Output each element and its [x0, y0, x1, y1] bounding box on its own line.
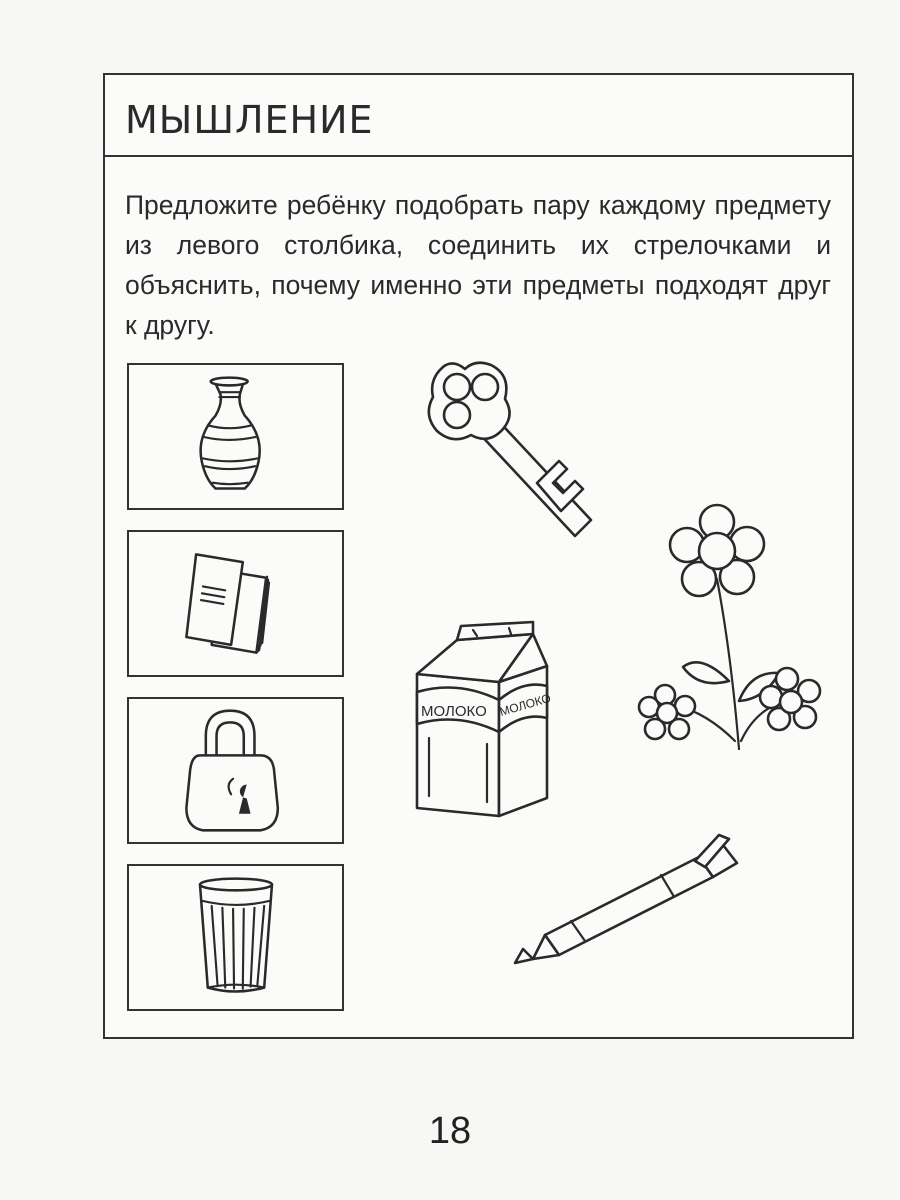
milk-carton-icon — [413, 620, 553, 820]
key-image[interactable] — [423, 357, 605, 563]
worksheet-frame — [103, 73, 854, 1039]
milk-carton-image[interactable] — [413, 620, 553, 820]
carton-side-label: МОЛОКО — [497, 690, 553, 719]
vase-icon — [129, 365, 342, 508]
card-glass[interactable] — [127, 864, 344, 1011]
padlock-icon — [129, 699, 342, 842]
title-bar — [105, 75, 852, 157]
section-title: МЫШЛЕНИЕ — [125, 98, 374, 142]
pen-image[interactable] — [509, 817, 741, 967]
carton-front-label: МОЛОКО — [421, 703, 487, 720]
pen-icon — [509, 817, 741, 967]
card-padlock[interactable] — [127, 697, 344, 844]
key-icon — [423, 357, 605, 563]
card-vase[interactable] — [127, 363, 344, 510]
notebook-icon — [129, 532, 342, 675]
page-number: 18 — [428, 1110, 472, 1152]
instruction-text: Предложите ребёнку подобрать пару каждому предмету из левого столбика, соединить их стрелочками и объяснить, почему именно эти предметы подходят друг к другу. — [125, 190, 831, 340]
flowers-image[interactable] — [635, 503, 835, 755]
flowers-icon — [635, 503, 835, 755]
glass-icon — [129, 866, 342, 1009]
card-notebook[interactable] — [127, 530, 344, 677]
